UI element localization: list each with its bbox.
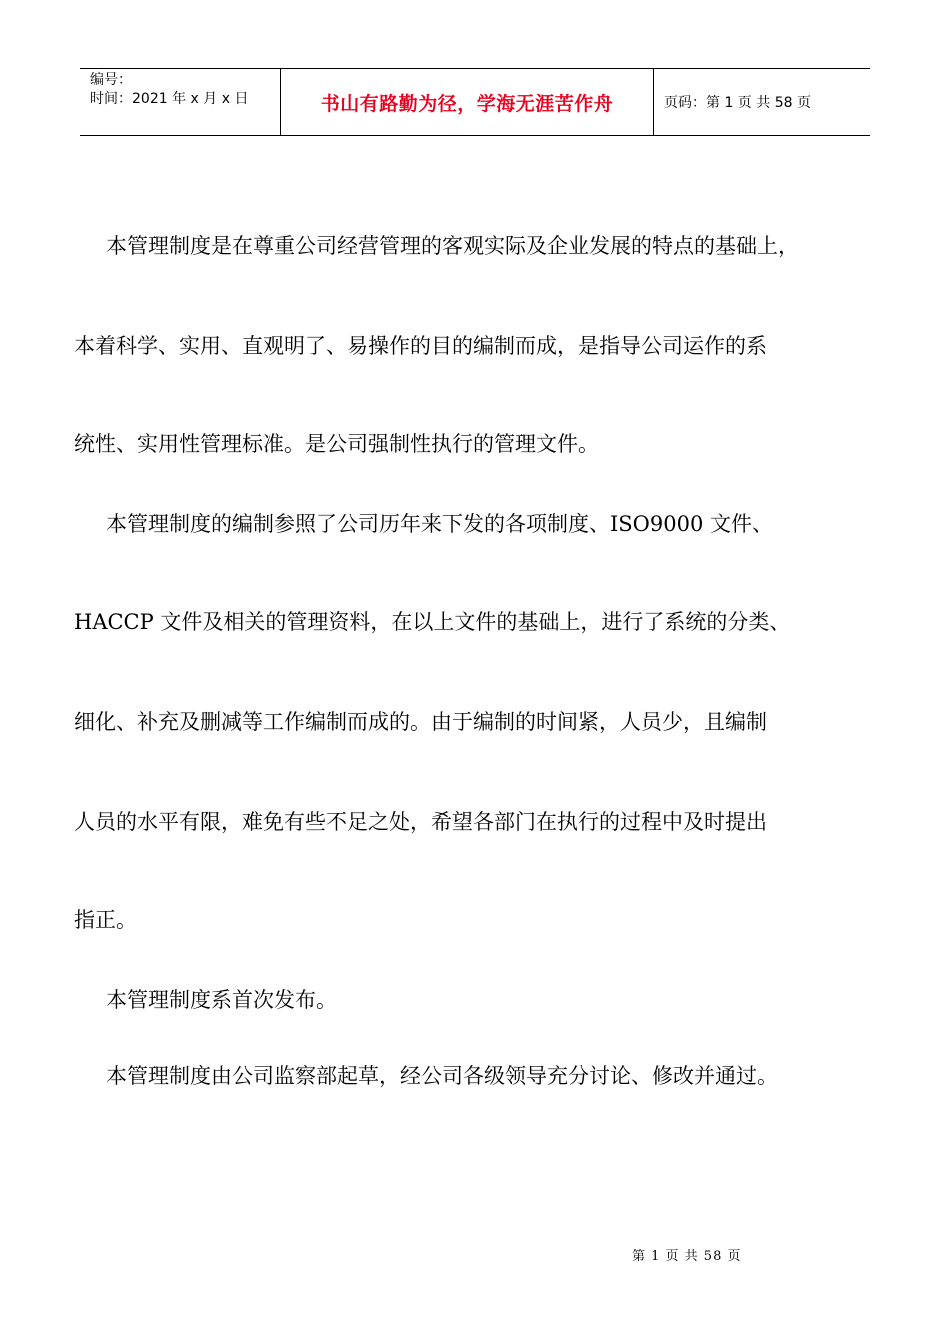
paragraph-line: 本管理制度由公司监察部起草，经公司各级领导充分讨论、修改并通过。 [106, 1064, 778, 1088]
paragraph-line: 指正。 [74, 908, 137, 932]
header-meta-cell [80, 69, 281, 135]
document-header [80, 68, 870, 136]
paragraph-line: 统性、实用性管理标准。是公司强制性执行的管理文件。 [74, 432, 599, 456]
paragraph-line: 人员的水平有限，难免有些不足之处，希望各部门在执行的过程中及时提出 [74, 810, 767, 834]
document-date: 时间：2021 年 x 月 x 日 [90, 91, 249, 107]
paragraph-line: 本管理制度的编制参照了公司历年来下发的各项制度、ISO9000 文件、 [106, 512, 774, 536]
paragraph-line: HACCP 文件及相关的管理资料，在以上文件的基础上，进行了系统的分类、 [74, 610, 791, 634]
paragraph-line: 本着科学、实用、直观明了、易操作的目的编制而成，是指导公司运作的系 [74, 334, 767, 358]
paragraph-line: 细化、补充及删减等工作编制而成的。由于编制的时间紧，人员少，且编制 [74, 710, 767, 734]
header-page-info: 页码：第 1 页 共 58 页 [664, 95, 811, 111]
page-footer: 第 1 页 共 58 页 [632, 1249, 742, 1264]
paragraph-line: 本管理制度系首次发布。 [106, 988, 337, 1012]
paragraph-line: 本管理制度是在尊重公司经营管理的客观实际及企业发展的特点的基础上， [106, 234, 799, 258]
header-motto: 书山有路勤为径，学海无涯苦作舟 [281, 69, 654, 135]
document-number-label: 编号： [90, 72, 132, 88]
